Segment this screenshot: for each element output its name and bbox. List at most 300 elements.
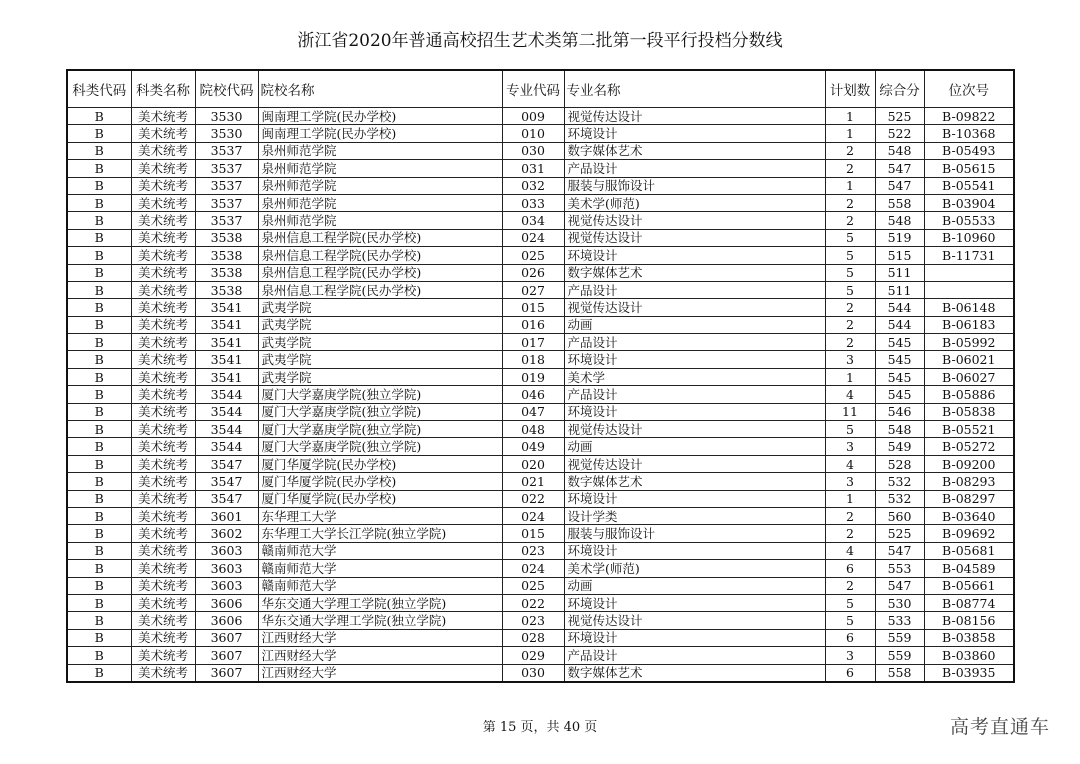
school-name-cell: 厦门华厦学院(民办学校)	[258, 473, 502, 490]
table-row	[67, 108, 1014, 125]
school-code-cell: 3547	[195, 490, 258, 507]
category-name-cell: 美术统考	[131, 108, 195, 125]
rank-cell: B-08774	[924, 594, 1014, 611]
major-name-cell: 视觉传达设计	[564, 212, 825, 229]
plan-count-cell: 2	[825, 507, 875, 524]
school-code-cell: 3537	[195, 160, 258, 177]
category-code-cell: B	[67, 542, 131, 559]
major-code-cell: 024	[502, 560, 564, 577]
rank-cell: B-03858	[924, 629, 1014, 646]
major-name-cell: 环境设计	[564, 403, 825, 420]
major-code-cell: 022	[502, 490, 564, 507]
table-row	[67, 351, 1014, 368]
school-code-cell: 3547	[195, 473, 258, 490]
plan-count-cell: 1	[825, 108, 875, 125]
rank-cell: B-10960	[924, 229, 1014, 246]
major-name-cell: 视觉传达设计	[564, 612, 825, 629]
plan-count-cell: 1	[825, 490, 875, 507]
score-cell: 547	[875, 160, 924, 177]
table-row	[67, 577, 1014, 594]
major-name-cell: 数字媒体艺术	[564, 473, 825, 490]
rank-cell	[924, 264, 1014, 281]
rank-cell: B-06183	[924, 316, 1014, 333]
category-name-cell: 美术统考	[131, 403, 195, 420]
major-name-cell: 产品设计	[564, 334, 825, 351]
category-name-cell: 美术统考	[131, 125, 195, 142]
table-row	[67, 490, 1014, 507]
rank-cell: B-05521	[924, 421, 1014, 438]
score-cell: 558	[875, 664, 924, 682]
major-code-cell: 030	[502, 664, 564, 682]
major-code-cell: 048	[502, 421, 564, 438]
page-number: 第 15 页，共 40 页	[482, 720, 598, 735]
rank-cell: B-03904	[924, 194, 1014, 211]
category-code-cell: B	[67, 507, 131, 524]
table-row	[67, 473, 1014, 490]
table-header	[67, 70, 1014, 108]
plan-count-cell: 1	[825, 177, 875, 194]
score-cell: 511	[875, 264, 924, 281]
plan-count-cell: 6	[825, 560, 875, 577]
header-school-name: 院校名称	[258, 70, 502, 108]
category-name-cell: 美术统考	[131, 542, 195, 559]
category-name-cell: 美术统考	[131, 525, 195, 542]
category-name-cell: 美术统考	[131, 316, 195, 333]
score-cell: 547	[875, 577, 924, 594]
school-code-cell: 3537	[195, 142, 258, 159]
major-code-cell: 019	[502, 368, 564, 385]
category-code-cell: B	[67, 125, 131, 142]
major-name-cell: 视觉传达设计	[564, 229, 825, 246]
table-row	[67, 281, 1014, 298]
major-name-cell: 视觉传达设计	[564, 299, 825, 316]
table-row	[67, 247, 1014, 264]
school-name-cell: 泉州师范学院	[258, 212, 502, 229]
school-code-cell: 3541	[195, 334, 258, 351]
school-code-cell: 3538	[195, 247, 258, 264]
category-code-cell: B	[67, 577, 131, 594]
category-name-cell: 美术统考	[131, 490, 195, 507]
major-name-cell: 数字媒体艺术	[564, 664, 825, 682]
school-code-cell: 3603	[195, 577, 258, 594]
rank-cell: B-10368	[924, 125, 1014, 142]
header-major-code: 专业代码	[502, 70, 564, 108]
table-row	[67, 334, 1014, 351]
category-code-cell: B	[67, 560, 131, 577]
table-row	[67, 299, 1014, 316]
major-name-cell: 环境设计	[564, 490, 825, 507]
table-row	[67, 647, 1014, 664]
school-code-cell: 3607	[195, 664, 258, 682]
major-name-cell: 环境设计	[564, 594, 825, 611]
category-name-cell: 美术统考	[131, 160, 195, 177]
school-name-cell: 泉州师范学院	[258, 160, 502, 177]
plan-count-cell: 2	[825, 212, 875, 229]
score-cell: 545	[875, 386, 924, 403]
category-code-cell: B	[67, 403, 131, 420]
category-name-cell: 美术统考	[131, 229, 195, 246]
major-name-cell: 环境设计	[564, 125, 825, 142]
table-row	[67, 560, 1014, 577]
major-code-cell: 023	[502, 542, 564, 559]
category-name-cell: 美术统考	[131, 351, 195, 368]
school-code-cell: 3530	[195, 108, 258, 125]
rank-cell: B-09692	[924, 525, 1014, 542]
table-body	[67, 108, 1014, 682]
score-cell: 530	[875, 594, 924, 611]
plan-count-cell: 2	[825, 577, 875, 594]
major-name-cell: 数字媒体艺术	[564, 264, 825, 281]
plan-count-cell: 5	[825, 421, 875, 438]
table-row	[67, 386, 1014, 403]
header-plan-count: 计划数	[825, 70, 875, 108]
major-code-cell: 015	[502, 299, 564, 316]
school-name-cell: 泉州信息工程学院(民办学校)	[258, 281, 502, 298]
rank-cell: B-05992	[924, 334, 1014, 351]
major-name-cell: 服装与服饰设计	[564, 525, 825, 542]
major-code-cell: 028	[502, 629, 564, 646]
rank-cell: B-03640	[924, 507, 1014, 524]
major-code-cell: 016	[502, 316, 564, 333]
rank-cell: B-05533	[924, 212, 1014, 229]
major-name-cell: 动画	[564, 438, 825, 455]
school-code-cell: 3603	[195, 542, 258, 559]
school-name-cell: 赣南师范大学	[258, 577, 502, 594]
plan-count-cell: 2	[825, 194, 875, 211]
category-name-cell: 美术统考	[131, 647, 195, 664]
category-name-cell: 美术统考	[131, 629, 195, 646]
major-code-cell: 009	[502, 108, 564, 125]
major-code-cell: 010	[502, 125, 564, 142]
plan-count-cell: 11	[825, 403, 875, 420]
school-name-cell: 泉州师范学院	[258, 194, 502, 211]
category-code-cell: B	[67, 490, 131, 507]
rank-cell: B-05661	[924, 577, 1014, 594]
plan-count-cell: 2	[825, 160, 875, 177]
plan-count-cell: 3	[825, 438, 875, 455]
document-title: 浙江省2020年普通高校招生艺术类第二批第一段平行投档分数线	[297, 31, 783, 51]
category-name-cell: 美术统考	[131, 264, 195, 281]
school-code-cell: 3602	[195, 525, 258, 542]
major-code-cell: 020	[502, 455, 564, 472]
admission-score-table	[66, 69, 1015, 683]
major-code-cell: 015	[502, 525, 564, 542]
major-name-cell: 环境设计	[564, 247, 825, 264]
school-code-cell: 3601	[195, 507, 258, 524]
major-name-cell: 服装与服饰设计	[564, 177, 825, 194]
major-name-cell: 美术学(师范)	[564, 560, 825, 577]
school-name-cell: 东华理工大学长江学院(独立学院)	[258, 525, 502, 542]
score-cell: 559	[875, 629, 924, 646]
score-cell: 558	[875, 194, 924, 211]
major-code-cell: 024	[502, 507, 564, 524]
category-name-cell: 美术统考	[131, 386, 195, 403]
plan-count-cell: 2	[825, 299, 875, 316]
school-code-cell: 3606	[195, 594, 258, 611]
category-code-cell: B	[67, 594, 131, 611]
table-row	[67, 125, 1014, 142]
category-code-cell: B	[67, 281, 131, 298]
category-name-cell: 美术统考	[131, 194, 195, 211]
table-row	[67, 229, 1014, 246]
major-name-cell: 视觉传达设计	[564, 108, 825, 125]
score-cell: 553	[875, 560, 924, 577]
major-name-cell: 动画	[564, 577, 825, 594]
table-row	[67, 542, 1014, 559]
score-cell: 519	[875, 229, 924, 246]
table-row	[67, 142, 1014, 159]
category-code-cell: B	[67, 664, 131, 682]
score-cell: 545	[875, 368, 924, 385]
category-code-cell: B	[67, 142, 131, 159]
school-name-cell: 厦门大学嘉庚学院(独立学院)	[258, 421, 502, 438]
score-cell: 548	[875, 212, 924, 229]
school-code-cell: 3541	[195, 316, 258, 333]
school-name-cell: 江西财经大学	[258, 647, 502, 664]
category-code-cell: B	[67, 629, 131, 646]
plan-count-cell: 2	[825, 316, 875, 333]
school-name-cell: 闽南理工学院(民办学校)	[258, 108, 502, 125]
major-code-cell: 034	[502, 212, 564, 229]
category-name-cell: 美术统考	[131, 664, 195, 682]
rank-cell: B-05886	[924, 386, 1014, 403]
table-row	[67, 264, 1014, 281]
plan-count-cell: 4	[825, 455, 875, 472]
category-code-cell: B	[67, 316, 131, 333]
school-name-cell: 赣南师范大学	[258, 560, 502, 577]
school-name-cell: 武夷学院	[258, 299, 502, 316]
school-name-cell: 东华理工大学	[258, 507, 502, 524]
category-name-cell: 美术统考	[131, 507, 195, 524]
rank-cell: B-09200	[924, 455, 1014, 472]
rank-cell: B-08156	[924, 612, 1014, 629]
school-name-cell: 泉州信息工程学院(民办学校)	[258, 264, 502, 281]
school-code-cell: 3544	[195, 438, 258, 455]
major-code-cell: 018	[502, 351, 564, 368]
school-name-cell: 赣南师范大学	[258, 542, 502, 559]
score-cell: 545	[875, 334, 924, 351]
category-code-cell: B	[67, 386, 131, 403]
plan-count-cell: 2	[825, 142, 875, 159]
rank-cell: B-05838	[924, 403, 1014, 420]
rank-cell: B-06148	[924, 299, 1014, 316]
category-code-cell: B	[67, 612, 131, 629]
category-code-cell: B	[67, 108, 131, 125]
major-code-cell: 029	[502, 647, 564, 664]
category-name-cell: 美术统考	[131, 334, 195, 351]
score-cell: 522	[875, 125, 924, 142]
score-cell: 532	[875, 473, 924, 490]
score-cell: 532	[875, 490, 924, 507]
category-code-cell: B	[67, 177, 131, 194]
category-code-cell: B	[67, 299, 131, 316]
table-row	[67, 177, 1014, 194]
plan-count-cell: 1	[825, 368, 875, 385]
category-name-cell: 美术统考	[131, 560, 195, 577]
plan-count-cell: 1	[825, 125, 875, 142]
table-row	[67, 594, 1014, 611]
table-row	[67, 455, 1014, 472]
major-code-cell: 023	[502, 612, 564, 629]
category-code-cell: B	[67, 421, 131, 438]
school-code-cell: 3544	[195, 386, 258, 403]
category-name-cell: 美术统考	[131, 177, 195, 194]
category-code-cell: B	[67, 194, 131, 211]
category-name-cell: 美术统考	[131, 421, 195, 438]
watermark-logo-text: 高考直通车	[949, 716, 1050, 738]
category-name-cell: 美术统考	[131, 438, 195, 455]
category-code-cell: B	[67, 229, 131, 246]
school-code-cell: 3541	[195, 299, 258, 316]
table-row	[67, 664, 1014, 682]
score-cell: 544	[875, 316, 924, 333]
school-name-cell: 武夷学院	[258, 351, 502, 368]
school-name-cell: 武夷学院	[258, 368, 502, 385]
table-row	[67, 507, 1014, 524]
table-row	[67, 438, 1014, 455]
major-code-cell: 021	[502, 473, 564, 490]
major-code-cell: 027	[502, 281, 564, 298]
major-code-cell: 033	[502, 194, 564, 211]
rank-cell: B-04589	[924, 560, 1014, 577]
major-name-cell: 产品设计	[564, 386, 825, 403]
school-code-cell: 3537	[195, 177, 258, 194]
score-cell: 549	[875, 438, 924, 455]
major-code-cell: 031	[502, 160, 564, 177]
school-code-cell: 3538	[195, 281, 258, 298]
school-name-cell: 武夷学院	[258, 334, 502, 351]
plan-count-cell: 6	[825, 629, 875, 646]
school-code-cell: 3544	[195, 403, 258, 420]
header-category-code: 科类代码	[67, 70, 131, 108]
major-name-cell: 数字媒体艺术	[564, 142, 825, 159]
category-code-cell: B	[67, 160, 131, 177]
major-code-cell: 030	[502, 142, 564, 159]
header-score: 综合分	[875, 70, 924, 108]
major-name-cell: 美术学(师范)	[564, 194, 825, 211]
plan-count-cell: 4	[825, 542, 875, 559]
school-name-cell: 厦门大学嘉庚学院(独立学院)	[258, 386, 502, 403]
school-name-cell: 泉州师范学院	[258, 142, 502, 159]
school-name-cell: 厦门大学嘉庚学院(独立学院)	[258, 403, 502, 420]
score-cell: 560	[875, 507, 924, 524]
category-name-cell: 美术统考	[131, 455, 195, 472]
table-row	[67, 421, 1014, 438]
table-row	[67, 403, 1014, 420]
plan-count-cell: 5	[825, 281, 875, 298]
school-name-cell: 泉州信息工程学院(民办学校)	[258, 247, 502, 264]
major-name-cell: 视觉传达设计	[564, 455, 825, 472]
school-code-cell: 3530	[195, 125, 258, 142]
school-name-cell: 武夷学院	[258, 316, 502, 333]
category-code-cell: B	[67, 525, 131, 542]
major-code-cell: 024	[502, 229, 564, 246]
score-cell: 559	[875, 647, 924, 664]
score-cell: 525	[875, 108, 924, 125]
school-code-cell: 3537	[195, 194, 258, 211]
category-code-cell: B	[67, 264, 131, 281]
school-code-cell: 3547	[195, 455, 258, 472]
plan-count-cell: 6	[825, 664, 875, 682]
category-code-cell: B	[67, 368, 131, 385]
category-name-cell: 美术统考	[131, 212, 195, 229]
major-code-cell: 047	[502, 403, 564, 420]
score-cell: 548	[875, 142, 924, 159]
score-cell: 547	[875, 542, 924, 559]
rank-cell: B-08293	[924, 473, 1014, 490]
rank-cell: B-05541	[924, 177, 1014, 194]
major-code-cell: 025	[502, 577, 564, 594]
major-name-cell: 产品设计	[564, 281, 825, 298]
table-row	[67, 316, 1014, 333]
table-row	[67, 212, 1014, 229]
school-name-cell: 华东交通大学理工学院(独立学院)	[258, 594, 502, 611]
rank-cell: B-03935	[924, 664, 1014, 682]
category-name-cell: 美术统考	[131, 142, 195, 159]
school-name-cell: 厦门大学嘉庚学院(独立学院)	[258, 438, 502, 455]
plan-count-cell: 2	[825, 334, 875, 351]
school-code-cell: 3607	[195, 647, 258, 664]
major-name-cell: 美术学	[564, 368, 825, 385]
plan-count-cell: 5	[825, 594, 875, 611]
rank-cell: B-05493	[924, 142, 1014, 159]
school-name-cell: 厦门华厦学院(民办学校)	[258, 490, 502, 507]
major-name-cell: 环境设计	[564, 542, 825, 559]
category-code-cell: B	[67, 334, 131, 351]
major-name-cell: 视觉传达设计	[564, 421, 825, 438]
table-row	[67, 525, 1014, 542]
plan-count-cell: 5	[825, 229, 875, 246]
category-code-cell: B	[67, 212, 131, 229]
major-name-cell: 设计学类	[564, 507, 825, 524]
rank-cell	[924, 281, 1014, 298]
category-code-cell: B	[67, 351, 131, 368]
rank-cell: B-06021	[924, 351, 1014, 368]
major-name-cell: 环境设计	[564, 351, 825, 368]
category-name-cell: 美术统考	[131, 612, 195, 629]
major-name-cell: 环境设计	[564, 629, 825, 646]
rank-cell: B-08297	[924, 490, 1014, 507]
school-name-cell: 厦门华厦学院(民办学校)	[258, 455, 502, 472]
school-name-cell: 江西财经大学	[258, 629, 502, 646]
school-code-cell: 3538	[195, 229, 258, 246]
school-name-cell: 闽南理工学院(民办学校)	[258, 125, 502, 142]
rank-cell: B-09822	[924, 108, 1014, 125]
score-cell: 533	[875, 612, 924, 629]
school-code-cell: 3544	[195, 421, 258, 438]
major-code-cell: 049	[502, 438, 564, 455]
major-code-cell: 022	[502, 594, 564, 611]
major-name-cell: 产品设计	[564, 647, 825, 664]
category-name-cell: 美术统考	[131, 473, 195, 490]
major-code-cell: 026	[502, 264, 564, 281]
header-rank: 位次号	[924, 70, 1014, 108]
plan-count-cell: 5	[825, 612, 875, 629]
school-code-cell: 3606	[195, 612, 258, 629]
plan-count-cell: 5	[825, 264, 875, 281]
rank-cell: B-03860	[924, 647, 1014, 664]
category-name-cell: 美术统考	[131, 577, 195, 594]
category-code-cell: B	[67, 247, 131, 264]
plan-count-cell: 4	[825, 386, 875, 403]
category-code-cell: B	[67, 455, 131, 472]
category-name-cell: 美术统考	[131, 281, 195, 298]
header-major-name: 专业名称	[564, 70, 825, 108]
table-row	[67, 629, 1014, 646]
score-cell: 525	[875, 525, 924, 542]
header-row	[67, 70, 1014, 108]
score-cell: 515	[875, 247, 924, 264]
